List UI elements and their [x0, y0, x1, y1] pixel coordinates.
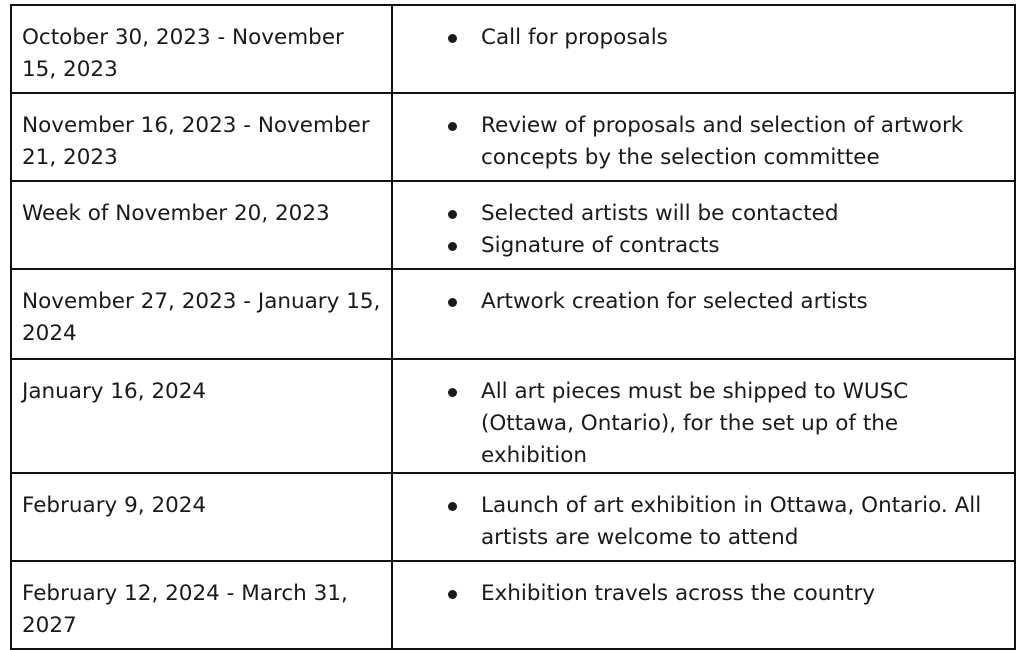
date-cell	[11, 269, 392, 359]
activity-item	[393, 376, 1004, 472]
date-text: Week of November 20, 2023	[22, 201, 330, 226]
activity-cell	[392, 93, 1015, 181]
activity-item	[393, 490, 1004, 554]
activity-cell	[392, 359, 1015, 473]
date-cell	[11, 359, 392, 473]
activity-cell	[392, 561, 1015, 649]
activity-item	[393, 22, 1004, 54]
activity-text: Call for proposals	[481, 25, 668, 50]
date-cell	[11, 561, 392, 649]
table-row	[11, 473, 1015, 561]
date-text: January 16, 2024	[22, 379, 207, 404]
table-row	[11, 561, 1015, 649]
activity-text: Launch of art exhibition in Ottawa, Ontario. All artists are welcome to attend	[481, 493, 982, 550]
bullet-icon	[446, 578, 458, 610]
activity-cell	[392, 269, 1015, 359]
date-cell	[11, 5, 392, 93]
activity-cell	[392, 473, 1015, 561]
table-row	[11, 269, 1015, 359]
date-text: February 9, 2024	[22, 493, 207, 518]
activity-list	[393, 198, 1004, 262]
date-cell	[11, 181, 392, 269]
table-row	[11, 5, 1015, 93]
activity-cell	[392, 181, 1015, 269]
bullet-icon	[446, 286, 458, 318]
bullet-icon	[446, 198, 458, 230]
activity-list	[393, 578, 1004, 610]
date-text: February 12, 2024 - March 31, 2027	[22, 581, 348, 638]
activity-item	[393, 198, 1004, 230]
activity-text: Exhibition travels across the country	[481, 581, 876, 606]
date-text: November 16, 2023 - November 21, 2023	[22, 113, 370, 170]
activity-cell	[392, 5, 1015, 93]
table-row	[11, 93, 1015, 181]
bullet-icon	[446, 230, 458, 262]
table-row	[11, 359, 1015, 473]
date-cell	[11, 473, 392, 561]
bullet-icon	[446, 376, 458, 408]
bullet-icon	[446, 490, 458, 522]
activity-text: All art pieces must be shipped to WUSC (Ottawa, Ontario), for the set up of the exhibition	[481, 379, 909, 468]
bullet-icon	[446, 110, 458, 142]
table-row	[11, 181, 1015, 269]
activity-text: Artwork creation for selected artists	[481, 289, 868, 314]
activity-item	[393, 578, 1004, 610]
activity-item	[393, 286, 1004, 318]
date-cell	[11, 93, 392, 181]
date-text: November 27, 2023 - January 15, 2024	[22, 289, 381, 346]
activity-text: Signature of contracts	[481, 233, 720, 258]
activity-list	[393, 376, 1004, 472]
activity-list	[393, 110, 1004, 174]
activity-list	[393, 22, 1004, 54]
activity-text: Selected artists will be contacted	[481, 201, 839, 226]
schedule-table	[10, 4, 1016, 650]
activity-text: Review of proposals and selection of artwork concepts by the selection committee	[481, 113, 964, 170]
date-text: October 30, 2023 - November 15, 2023	[22, 25, 344, 82]
activity-item	[393, 110, 1004, 174]
activity-list	[393, 490, 1004, 554]
bullet-icon	[446, 22, 458, 54]
activity-list	[393, 286, 1004, 318]
activity-item	[393, 230, 1004, 262]
